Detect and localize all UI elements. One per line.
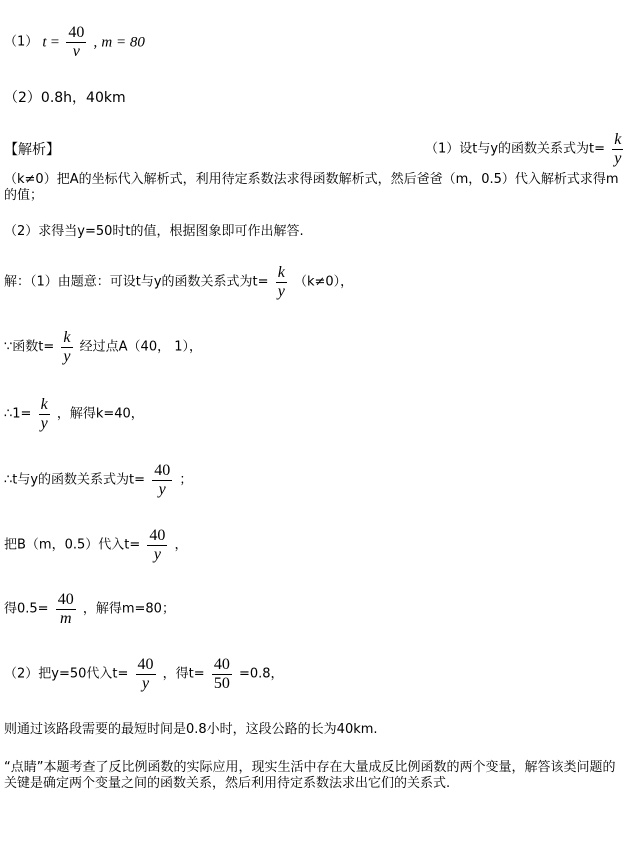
answer-1-prefix: （1） bbox=[4, 34, 39, 50]
solution-line-3-fraction bbox=[39, 396, 50, 433]
solution-line-2-denominator: y bbox=[63, 348, 71, 365]
solution-line-2 bbox=[4, 329, 202, 366]
analysis-p1-text: （1）设t与y的函数关系式为t= bbox=[425, 141, 606, 157]
solution-line-4-pre: ∴t与y的函数关系式为t= bbox=[4, 472, 146, 488]
solution-line-7-post: =0.8， bbox=[238, 666, 284, 682]
solution-line-5 bbox=[4, 527, 188, 564]
solution-line-7-mid: ，得t= bbox=[162, 666, 205, 682]
solution-line-7-fraction-2 bbox=[212, 656, 232, 693]
solution-line-7 bbox=[4, 656, 284, 693]
solution-line-4-fraction bbox=[152, 462, 172, 499]
analysis-p1-fraction bbox=[612, 131, 623, 168]
solution-line-6 bbox=[4, 591, 175, 628]
analysis-p1-denominator: y bbox=[614, 150, 622, 167]
answer-1 bbox=[4, 24, 145, 61]
solution-line-3 bbox=[4, 396, 144, 433]
solution-line-3-post: ，解得k=40， bbox=[56, 406, 144, 422]
solution-line-8: 则通过该路段需要的最短时间是0.8小时，这段公路的长为40km. bbox=[4, 722, 378, 737]
answer-1-m: m = 80 bbox=[101, 34, 145, 51]
answer-1-denominator: v bbox=[66, 42, 86, 61]
solution-line-2-fraction bbox=[61, 329, 72, 366]
solution-line-5-fraction bbox=[147, 527, 167, 564]
comment-paragraph: “点睛”本题考查了反比例函数的实际应用，现实生活中存在大量成反比例函数的两个变量，解答该类问题的关键是确定两个变量之间的函数关系，然后利用待定系数法求出它们的关系式. bbox=[4, 760, 616, 791]
solution-line-7-numerator-2: 40 bbox=[213, 656, 230, 673]
solution-line-2-numerator: k bbox=[63, 329, 71, 346]
solution-line-5-pre: 把B（m，0.5）代入t= bbox=[4, 537, 141, 553]
answer-1-fraction bbox=[66, 24, 86, 61]
answer-1-t: t bbox=[42, 34, 47, 51]
solution-line-1-numerator: k bbox=[277, 264, 285, 281]
analysis-p1-continuation: （k≠0）把A的坐标代入解析式，利用待定系数法求得函数解析式，然后爸爸（m，0.5）代入解析式求得m的值； bbox=[4, 172, 619, 203]
solution-line-1-fraction bbox=[276, 264, 287, 301]
solution-line-7-denominator-2: 50 bbox=[213, 675, 230, 692]
solution-line-1-denominator: y bbox=[277, 283, 285, 300]
solution-line-6-post: ，解得m=80； bbox=[82, 601, 175, 617]
solution-line-3-numerator: k bbox=[40, 396, 48, 413]
solution-line-1-pre: 解：（1）由题意：可设t与y的函数关系式为t= bbox=[4, 274, 269, 290]
solution-line-6-fraction bbox=[56, 591, 76, 628]
solution-line-1 bbox=[4, 264, 353, 301]
solution-line-3-pre: ∴1= bbox=[4, 406, 32, 422]
solution-line-4-denominator: y bbox=[152, 480, 172, 499]
solution-line-4-post: ； bbox=[179, 472, 193, 488]
analysis-heading: 【解析】 bbox=[4, 142, 60, 158]
answer-1-comma: , bbox=[93, 34, 98, 51]
solution-line-6-numerator: 40 bbox=[57, 591, 74, 608]
solution-line-5-denominator: y bbox=[147, 545, 167, 564]
solution-line-4-numerator: 40 bbox=[154, 462, 171, 479]
solution-line-3-denominator: y bbox=[40, 415, 48, 432]
solution-line-7-denominator: y bbox=[136, 674, 156, 693]
analysis-p2: （2）求得当y=50时t的值，根据图象即可作出解答. bbox=[4, 224, 304, 239]
solution-line-4 bbox=[4, 462, 192, 499]
solution-line-5-post: ， bbox=[174, 537, 188, 553]
answer-2: （2）0.8h，40km bbox=[4, 90, 126, 106]
solution-line-2-pre: ∵函数t= bbox=[4, 339, 55, 355]
solution-line-5-numerator: 40 bbox=[149, 527, 166, 544]
answer-1-numerator: 40 bbox=[68, 24, 85, 41]
solution-line-7-fraction bbox=[136, 656, 156, 693]
analysis-p1-numerator: k bbox=[614, 131, 622, 148]
solution-line-1-post: （k≠0）， bbox=[293, 274, 354, 290]
solution-line-2-post: 经过点A（40， 1）， bbox=[79, 339, 202, 355]
solution-line-7-numerator: 40 bbox=[137, 656, 154, 673]
solution-line-6-pre: 得0.5= bbox=[4, 601, 49, 617]
answer-1-eq: = bbox=[50, 34, 60, 51]
analysis-p1-right bbox=[425, 131, 626, 168]
solution-line-7-pre: （2）把y=50代入t= bbox=[4, 666, 129, 682]
solution-line-6-denominator: m bbox=[56, 609, 76, 628]
